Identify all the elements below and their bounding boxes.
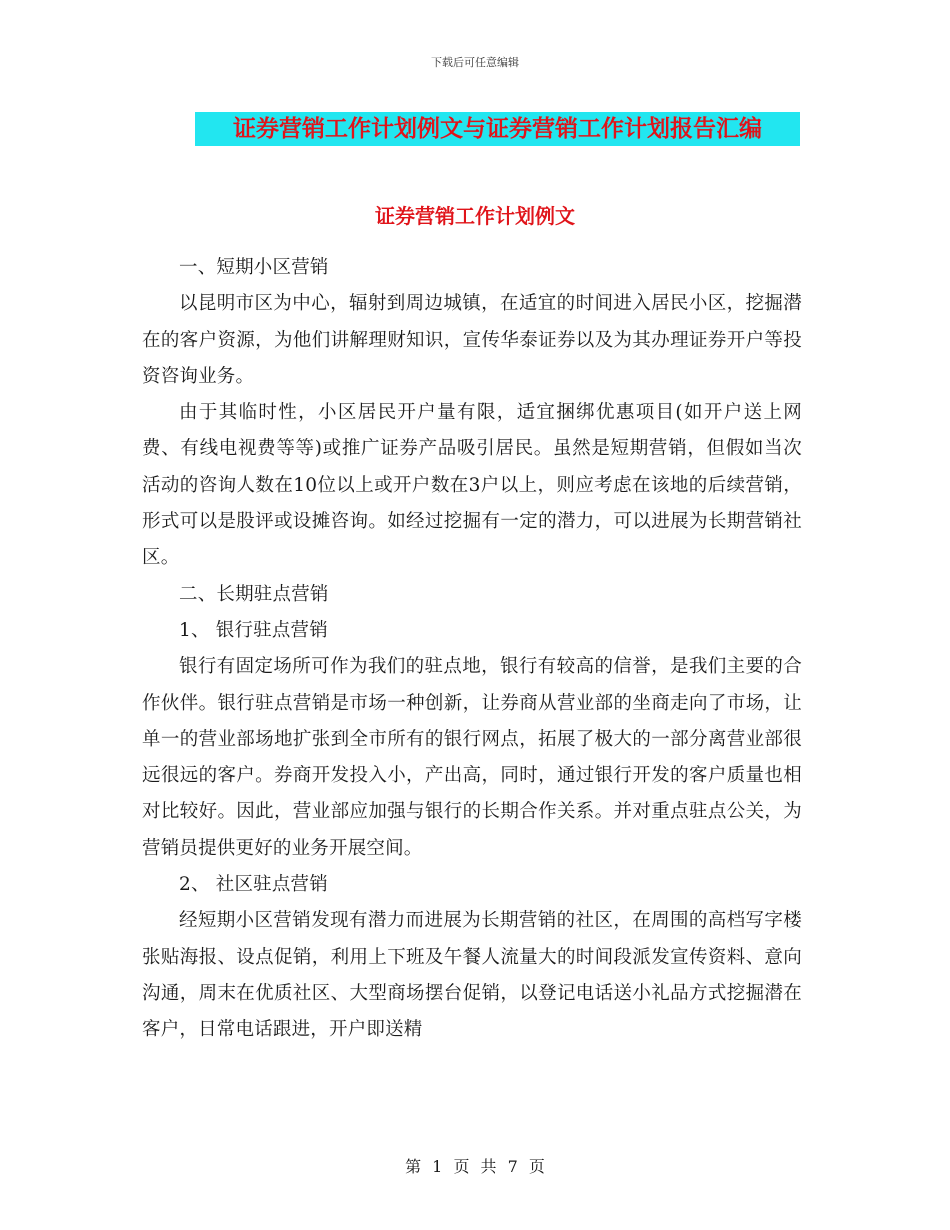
paragraph: 由于其临时性，小区居民开户量有限，适宜捆绑优惠项目(如开户送上网费、有线电视费等等)或推广证券产品吸引居民。虽然是短期营销，但假如当次活动的咨询人数在10位以上或开户数在3户以上，则应考虑在该地的后续营销，形式可以是股评或设摊咨询。如经过挖掘有一定的潜力，可以进展为长期营销社区。 xyxy=(142,402,802,569)
paragraph: 二、长期驻点营销 xyxy=(179,583,329,605)
main-title: 证券营销工作计划例文与证券营销工作计划报告汇编 xyxy=(195,112,800,146)
paragraph: 以昆明市区为中心，辐射到周边城镇，在适宜的时间进入居民小区，挖掘潜在的客户资源，为他们讲解理财知识，宣传华泰证券以及为其办理证券开户等投资咨询业务。 xyxy=(142,293,802,387)
header-note: 下载后可任意编辑 xyxy=(431,56,519,69)
paragraph: 一、短期小区营销 xyxy=(179,257,329,278)
page-footer: 第 1 页 共 7 页 xyxy=(405,1157,545,1176)
sub-title: 证券营销工作计划例文 xyxy=(375,204,575,228)
body-text xyxy=(142,250,802,1049)
paragraph: 经短期小区营销发现有潜力而进展为长期营销的社区，在周围的高档写字楼张贴海报、设点促销，利用上下班及午餐人流量大的时间段派发宣传资料、意向沟通，周末在优质社区、大型商场摆台促销，以登记电话送小礼品方式挖掘潜在客户，日常电话跟进，开户即送精 xyxy=(142,910,802,1041)
paragraph: 1、 银行驻点营销 xyxy=(179,619,328,641)
paragraph: 银行有固定场所可作为我们的驻点地，银行有较高的信誉，是我们主要的合作伙伴。银行驻点营销是市场一种创新，让券商从营业部的坐商走向了市场，让单一的营业部场地扩张到全市所有的银行网点，拓展了极大的一部分离营业部很远很远的客户。券商开发投入小，产出高，同时，通过银行开发的客户质量也相对比较好。因此，营业部应加强与银行的长期合作关系。并对重点驻点公关，为营销员提供更好的业务开展空间。 xyxy=(142,656,802,859)
paragraph: 2、 社区驻点营销 xyxy=(179,874,328,896)
